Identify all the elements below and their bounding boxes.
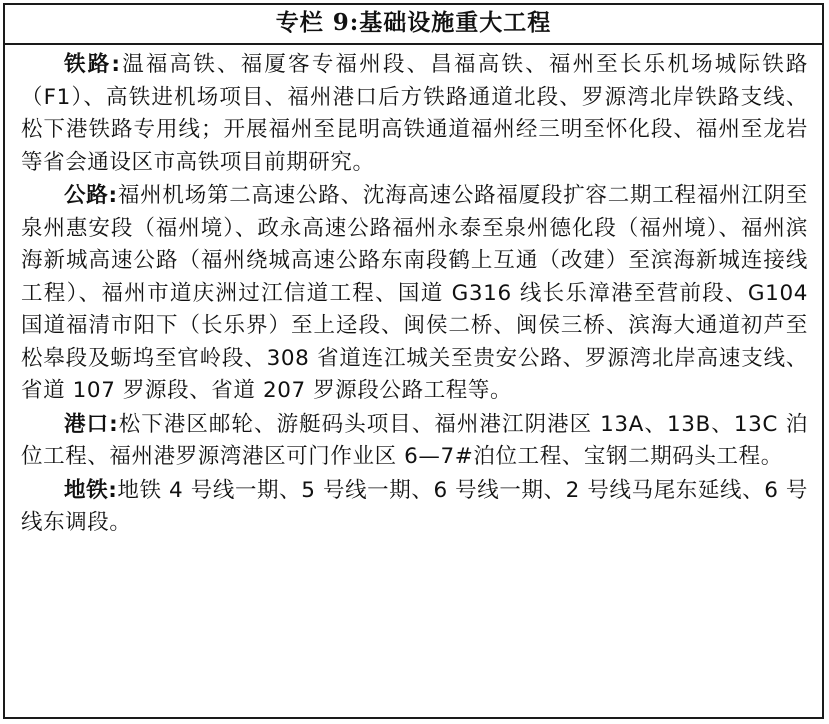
metro-paragraph: [21, 475, 808, 540]
highway-label: 公路:: [64, 183, 118, 208]
port-label: 港口:: [64, 411, 119, 437]
port-text: 松下港区邮轮、游艇码头项目、福州港江阴港区 13A、13B、13C 泊位工程、福州港罗源湾港区可门作业区 6—7#泊位工程、宝钢二期码头工程。: [21, 411, 808, 469]
highway-text: 福州机场第二高速公路、沈海高速公路福厦段扩容二期工程福州江阴至泉州惠安段（福州境）、政永高速公路福州永泰至泉州德化段（福州境）、福州滨海新城高速公路（福州绕城高速公路东南段鹤上互通（改建）至滨海新城连接线工程）、福州市道庆洲过江信道工程、国道 G316 线长乐漳港至营前段、G104 国道福清市阳下（长乐界）至上迳段、闽侯二桥、闽侯三桥、滨海大通道初芦至松皋段及蛎坞至官岭段、308 省道连江城关至贵安公路、罗源湾北岸高速支线、省道 107 罗源段、省道 207 罗源段公路工程等。: [21, 183, 808, 403]
railway-label: 铁路:: [64, 52, 121, 77]
box-content: [5, 45, 822, 540]
railway-paragraph: [21, 49, 808, 179]
railway-text: 温福高铁、福厦客专福州段、昌福高铁、福州至长乐机场城际铁路（F1）、高铁进机场项目、福州港口后方铁路通道北段、罗源湾北岸铁路支线、松下港铁路专用线；开展福州至昆明高铁通道福州经三明至怀化段、福州至龙岩等省会通设区市高铁项目前期研究。: [21, 52, 808, 175]
infrastructure-box: [3, 3, 824, 719]
metro-text: 地铁 4 号线一期、5 号线一期、6 号线一期、2 号线马尾东延线、6 号线东调段。: [21, 477, 809, 535]
highway-paragraph: [21, 180, 808, 408]
metro-label: 地铁:: [64, 477, 118, 503]
box-title: 专栏 9:基础设施重大工程: [5, 5, 822, 45]
port-paragraph: [21, 409, 808, 474]
